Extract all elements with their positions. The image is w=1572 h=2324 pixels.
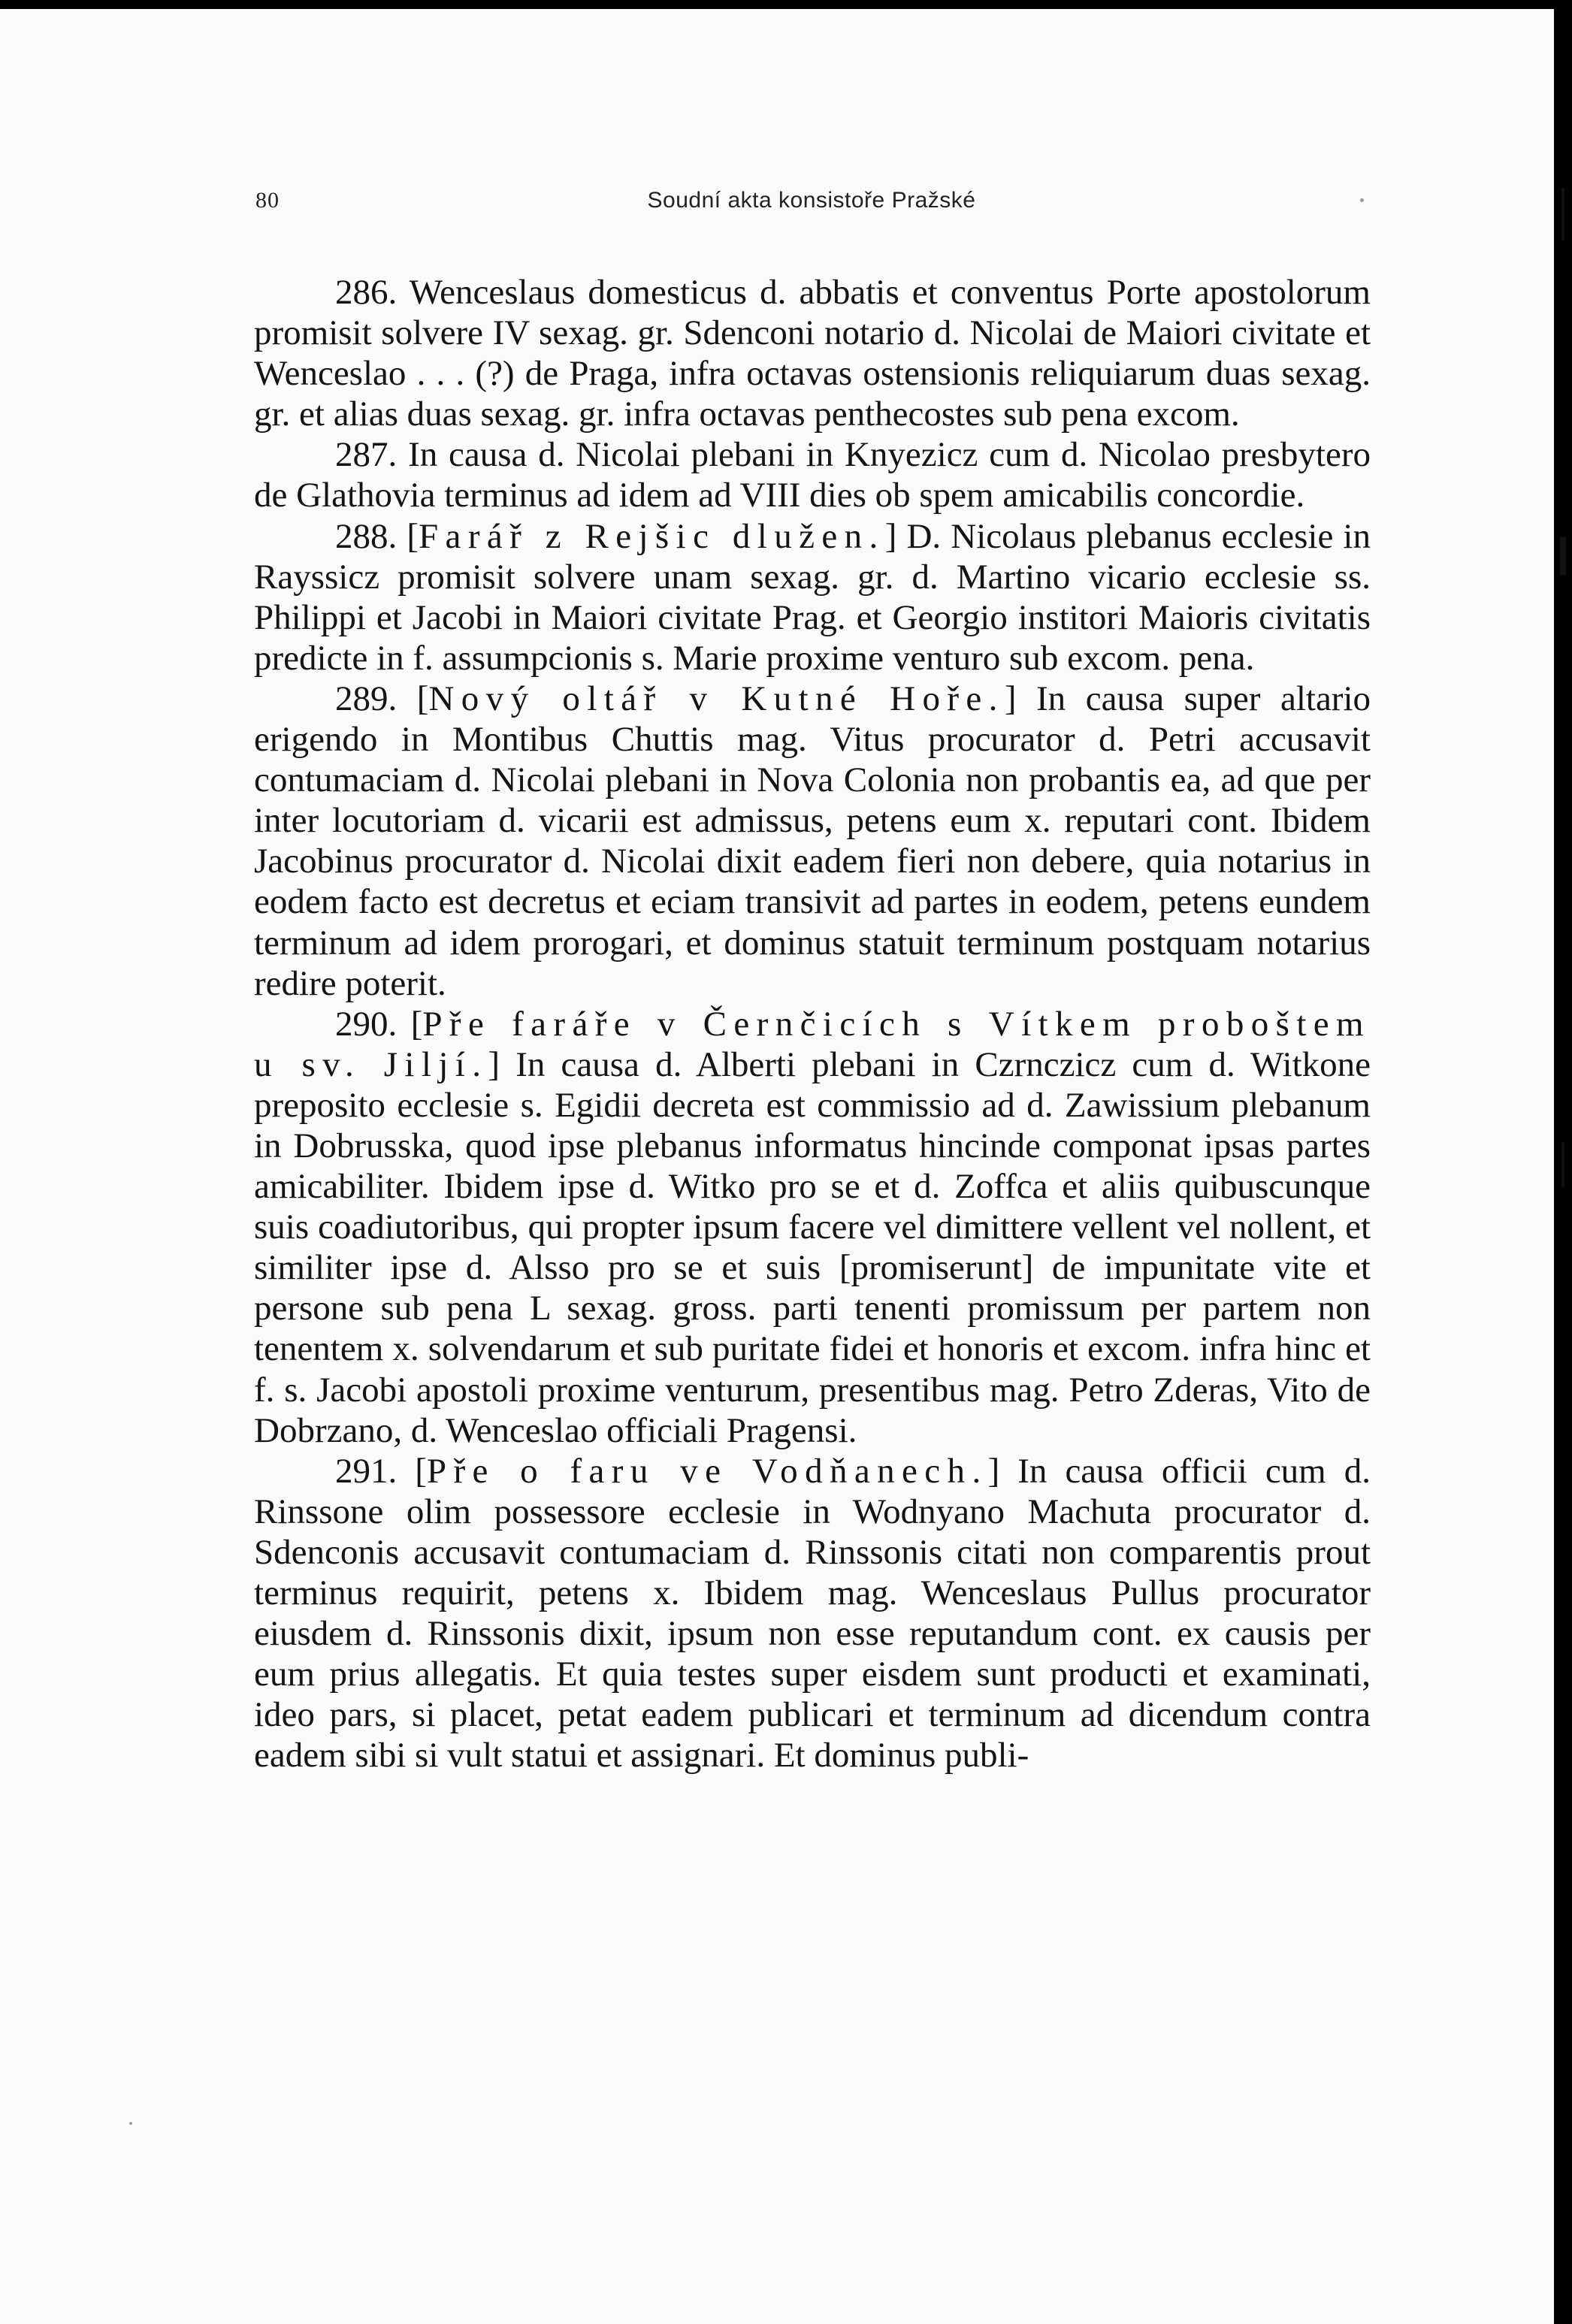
entry-290: 290. [Pře farářе v Černčicích s Vítkem proboštem u sv. Jiljí.] In causa d. Alberti plebani in Czrnczicz cum d. Witkone preposito ecclesie s. Egidii decreta est commissio ad d. Zawissium plebanum in Dobrusska, quod ipse plebanus informatus hincinde componat ipsas partes amicabiliter. Ibidem ipse d. Witko pro se et d. Zoffca et aliis quibuscunque suis coadiutoribus, qui propter ipsum facere vel dimittere vellent vel nollent, et similiter ipse d. Alsso pro se et suis [promiserunt] de impunitate vite et persone sub pena L sexag. gross. parti tenenti promissum per partem non tenentem x. solvendarum et sub puritate fidei et honoris et excom. infra hinc et f. s. Jacobi apostoli proxime venturum, presentibus mag. Petro Zderas, Vito de Dobrzano, d. Wenceslao officiali Pragensi.	[254, 1004, 1371, 1450]
entry-number: 288.	[335, 516, 398, 556]
scan-edge-mark	[1561, 188, 1564, 240]
entry-czech-title: Nový oltář v Kutné Hoře.	[428, 678, 1005, 718]
entry-czech-title: Pře farářе v Černčicích s Vítkem proboštem u sv. Jiljí.	[254, 1004, 1371, 1084]
entry-text: D. Nicolaus plebanus ecclesie in Rayssicz promisit solvere unam sexag. gr. d. Martino vicario ecclesie ss. Philippi et Jacobi in Maiori civitate Prag. et Georgio institori Maioris civitatis predicte in f. assumpcionis s. Marie proxime venturo sub excom. pena.	[254, 516, 1371, 678]
entry-291: 291. [Pře o faru ve Vodňanech.] In causa officii cum d. Rinssone olim possessore ecclesie in Wodnyano Machuta procurator d. Sdenconis accusavit contumaciam d. Rinssonis citati non comparentis prout terminus requirit, petens x. Ibidem mag. Wenceslaus Pullus procurator eiusdem d. Rinssonis dixit, ipsum non esse reputandum cont. ex causis per eum prius allegatis. Et quia testes super eisdem sunt producti et examinati, ideo pars, si placet, petat eadem publicari et terminum ad dicendum contra eadem sibi si vult statui et assignari. Et dominus publi-	[254, 1451, 1371, 1775]
entry-number: 290.	[335, 1004, 398, 1044]
entry-text: In causa d. Alberti plebani in Czrnczicz cum d. Witkone preposito ecclesie s. Egidii decreta est commissio ad d. Zawissium plebanum in Dobrusska, quod ipse plebanus informatus hincinde componat ipsas partes amicabiliter. Ibidem ipse d. Witko pro se et d. Zoffca et aliis quibuscunque suis coadiutoribus, qui propter ipsum facere vel dimittere vellent vel nollent, et similiter ipse d. Alsso pro se et suis [promiserunt] de impunitate vite et persone sub pena L sexag. gross. parti tenenti promissum per partem non tenentem x. solvendarum et sub puritate fidei et honoris et excom. infra hinc et f. s. Jacobi apostoli proxime venturum, presentibus mag. Petro Zderas, Vito de Dobrzano, d. Wenceslao officiali Pragensi.	[254, 1044, 1371, 1450]
entry-czech-title: Farář z Rejšic dlužen.	[419, 516, 885, 556]
entry-287	[254, 434, 1371, 515]
entry-czech-title: Pře o faru ve Vodňanech.	[426, 1451, 988, 1491]
entry-289: 289. [Nový oltář v Kutné Hoře.] In causa super altario erigendo in Montibus Chuttis mag. Vitus procurator d. Petri accusavit contumaciam d. Nicolai plebani in Nova Colonia non probantis ea, ad que per inter locutoriam d. vicarii est admissus, petens eum x. reputari cont. Ibidem Jacobinus procurator d. Nicolai dixit eadem fieri non debere, quia notarius in eodem facto est decretus et eciam transivit ad partes in eodem, petens eundem terminum ad idem prorogari, et dominus statuit terminum postquam notarius redire poterit.	[254, 678, 1371, 1003]
scan-speck	[1360, 198, 1364, 202]
running-head	[255, 188, 1368, 233]
entry-text: Wenceslaus domesticus d. abbatis et conventus Porte apostolorum promisit solvere IV sexag. gr. Sdenconi notario d. Nicolai de Maiori civitate et Wenceslao . . . (?) de Praga, infra octavas ostensionis reliquiarum duas sexag. gr. et alias duas sexag. gr. infra octavas penthecostes sub pena excom.	[254, 273, 1371, 434]
entry-number: 289.	[335, 678, 398, 718]
entry-number: 291.	[335, 1451, 398, 1491]
entry-text: In causa officii cum d. Rinssone olim possessore ecclesie in Wodnyano Machuta procurator d. Sdenconis accusavit contumaciam d. Rinssonis citati non comparentis prout terminus requirit, petens x. Ibidem mag. Wenceslaus Pullus procurator eiusdem d. Rinssonis dixit, ipsum non esse reputandum cont. ex causis per eum prius allegatis. Et quia testes super eisdem sunt producti et examinati, ideo pars, si placet, petat eadem publicari et terminum ad dicendum contra eadem sibi si vult statui et assignari. Et dominus publi-	[254, 1451, 1371, 1775]
entry-number: 286.	[335, 273, 398, 312]
entry-288: 288. [Farář z Rejšic dlužen.] D. Nicolaus plebanus ecclesie in Rayssicz promisit solvere unam sexag. gr. d. Martino vicario ecclesie ss. Philippi et Jacobi in Maiori civitate Prag. et Georgio institori Maioris civitatis predicte in f. assumpcionis s. Marie proxime venturo sub excom. pena.	[254, 516, 1371, 678]
running-title: Soudní akta konsistoře Pražské	[647, 188, 976, 213]
scan-edge-mark	[1560, 537, 1566, 575]
entry-text: In causa super altario erigendo in Montibus Chuttis mag. Vitus procurator d. Petri accusavit contumaciam d. Nicolai plebani in Nova Colonia non probantis ea, ad que per inter locutoriam d. vicarii est admissus, petens eum x. reputari cont. Ibidem Jacobinus procurator d. Nicolai dixit eadem fieri non debere, quia notarius in eodem facto est decretus et eciam transivit ad partes in eodem, petens eundem terminum ad idem prorogari, et dominus statuit terminum postquam notarius redire poterit.	[254, 678, 1371, 1003]
scan-speck	[129, 2122, 132, 2125]
entry-number: 287.	[335, 435, 398, 475]
page-number: 80	[255, 188, 280, 213]
scan-edge-mark	[1561, 1142, 1564, 1187]
body-text	[254, 272, 1371, 1775]
document-page	[0, 9, 1554, 2324]
entry-text: In causa d. Nicolai plebani in Knyezicz cum d. Nicolao presbytero de Glathovia terminus ad idem ad VIII dies ob spem amicabilis concordie.	[254, 435, 1371, 515]
entry-286	[254, 272, 1371, 434]
